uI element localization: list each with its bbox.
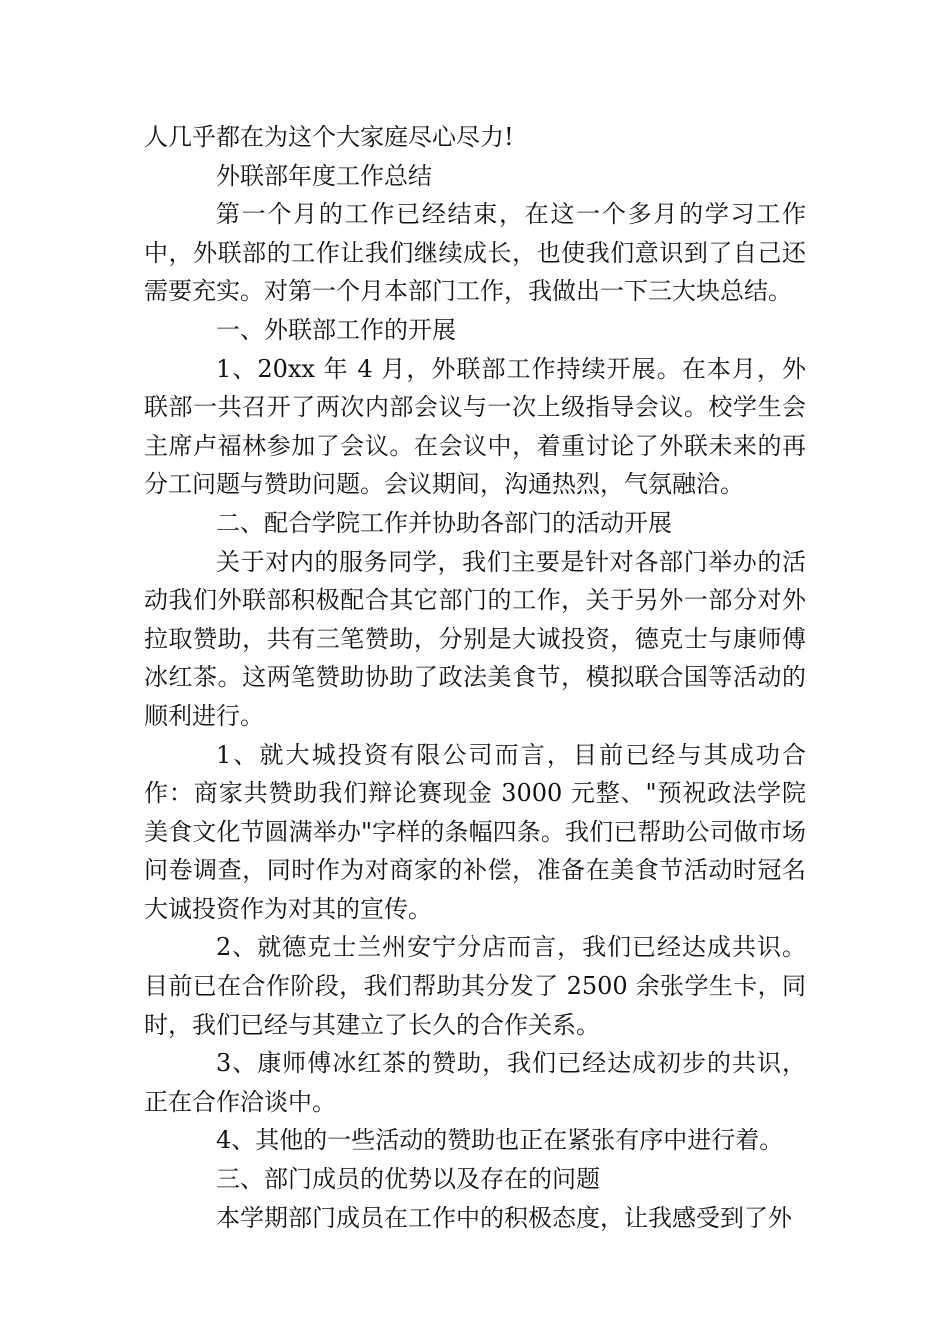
- paragraph-section-2-item-4: 4、其他的一些活动的赞助也正在紧张有序中进行着。: [216, 1126, 784, 1155]
- paragraph-section-2-item-2: 2、就德克士兰州安宁分店而言，我们已经达成共识。目前已在合作阶段，我们帮助其分发了 2500 余张学生卡，同时，我们已经与其建立了长久的合作关系。: [144, 933, 806, 1039]
- paragraph-continuation: 人几乎都在为这个大家庭尽心尽力!: [144, 123, 514, 151]
- paragraph-section-1-item-1: 1、20xx 年 4 月，外联部工作持续开展。在本月，外联部一共召开了两次内部会议与一次上级指导会议。校学生会主席卢福林参加了会议。在会议中，着重讨论了外联未来的再分工问题与赞助问题。会议期间，沟通热烈，气氛融洽。: [144, 354, 806, 499]
- paragraph-section-2-item-1: 1、就大城投资有限公司而言，目前已经与其成功合作：商家共赞助我们辩论赛现金 3000 元整、"预祝政法学院美食文化节圆满举办"字样的条幅四条。我们已帮助公司做市场问卷调查，同时作为对商家的补偿，准备在美食节活动时冠名大诚投资作为对其的宣传。: [144, 740, 806, 923]
- paragraph-section-2-item-3: 3、康师傅冰红茶的赞助，我们已经达成初步的共识，正在合作洽谈中。: [144, 1049, 806, 1116]
- document-title: 外联部年度工作总结: [216, 161, 432, 190]
- document-body: [144, 118, 806, 1237]
- paragraph-intro: 第一个月的工作已经结束，在这一个多月的学习工作中，外联部的工作让我们继续成长，也使我们意识到了自己还需要充实。对第一个月本部门工作，我做出一下三大块总结。: [144, 200, 806, 306]
- section-heading-3: 三、部门成员的优势以及存在的问题: [216, 1165, 600, 1194]
- section-heading-2: 二、配合学院工作并协助各部门的活动开展: [216, 508, 672, 537]
- paragraph-section-2-intro: 关于对内的服务同学，我们主要是针对各部门举办的活动我们外联部积极配合其它部门的工作，关于另外一部分对外拉取赞助，共有三笔赞助，分别是大诚投资，德克士与康师傅冰红茶。这两笔赞助协助了政法美食节，模拟联合国等活动的顺利进行。: [144, 547, 806, 730]
- paragraph-section-3-intro: 本学期部门成员在工作中的积极态度，让我感受到了外: [216, 1203, 792, 1232]
- section-heading-1: 一、外联部工作的开展: [216, 315, 456, 344]
